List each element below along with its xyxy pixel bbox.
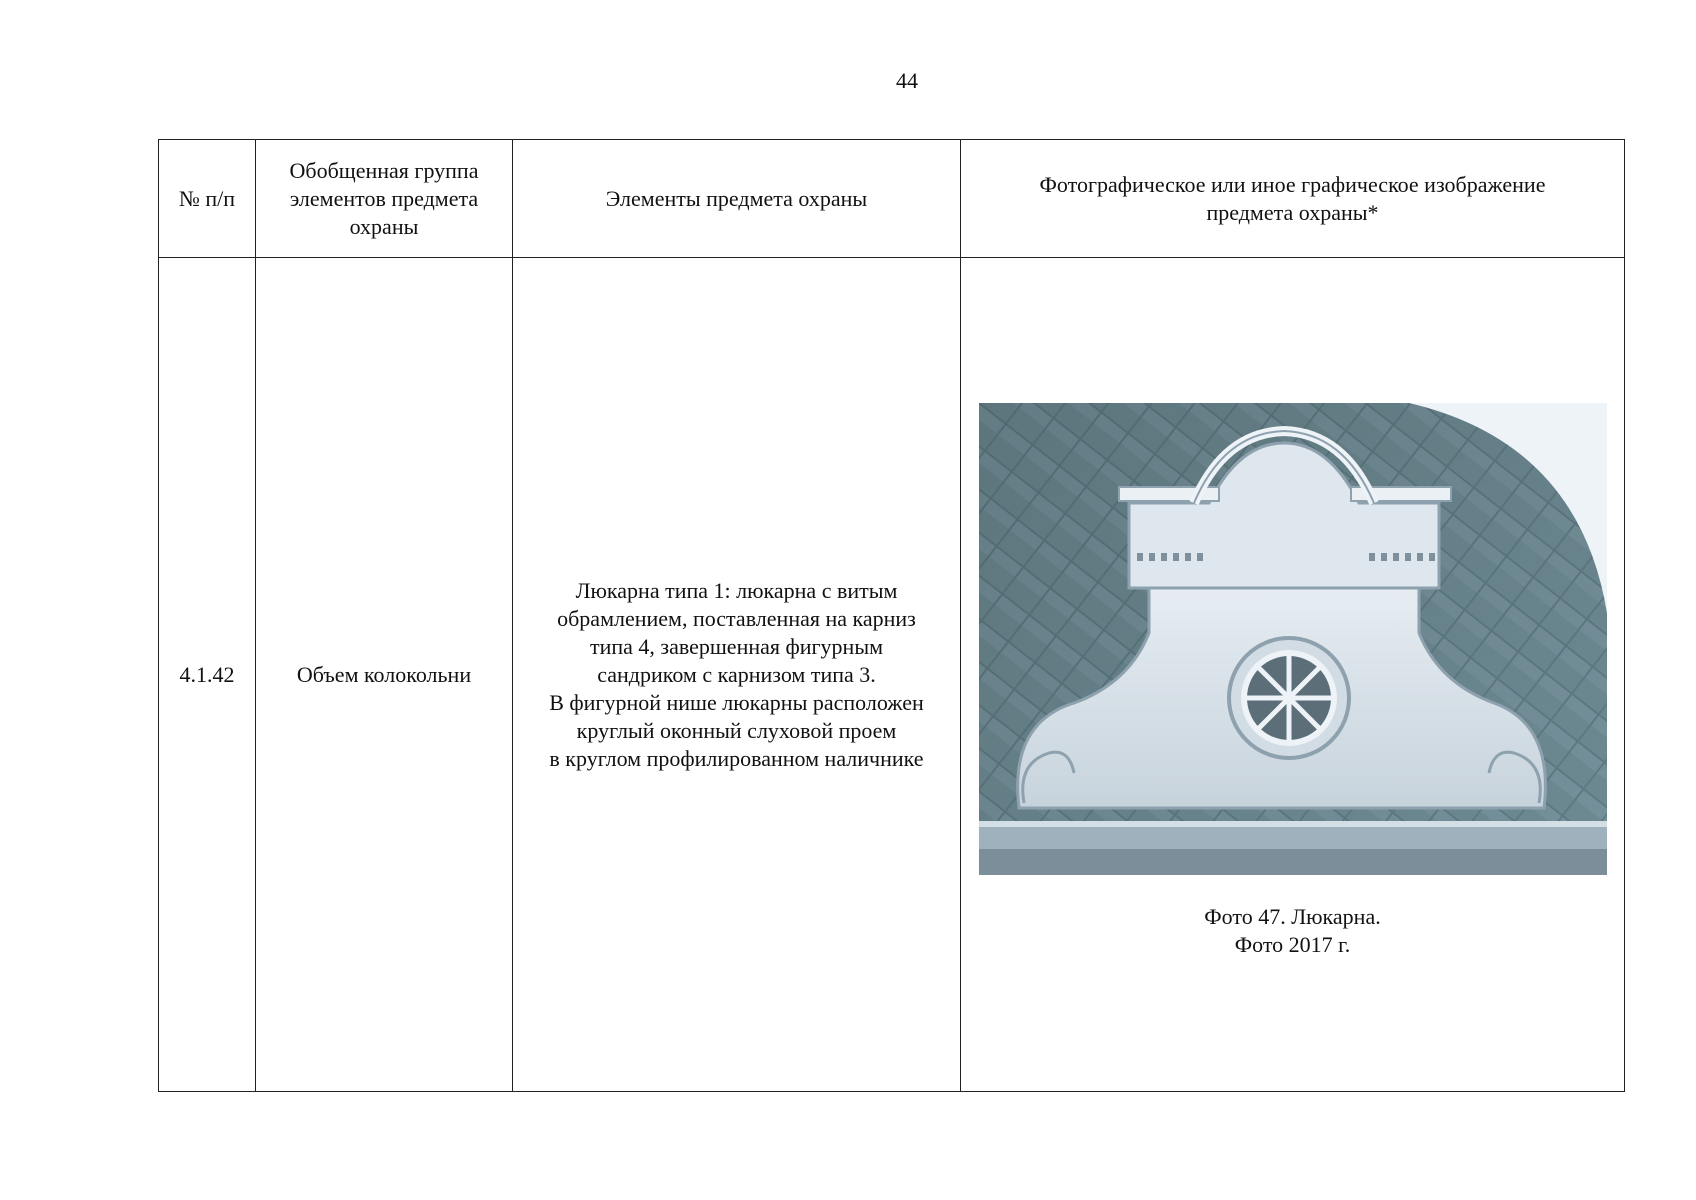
page-number: 44: [896, 68, 918, 93]
row-number: 4.1.42: [159, 258, 256, 1092]
header-group: Обобщенная группа элементов предмета охраны: [256, 140, 513, 258]
row-elements: [513, 258, 961, 1092]
dormer-photo: [979, 403, 1607, 875]
row-image: [961, 258, 1625, 1092]
table-row: [159, 258, 1625, 1092]
header-elements: Элементы предмета охраны: [513, 140, 961, 258]
elements-description: Люкарна типа 1: люкарна с витым обрамлением, поставленная на карниз типа 4, завершенная фигурным сандриком с карнизом типа 3. В фигурной нише люкарны расположен круглый оконный слуховой проем в круглом профилированном наличнике: [549, 577, 924, 771]
photo-caption: Фото 47. Люкарна. Фото 2017 г.: [1204, 903, 1381, 957]
row-group: Объем колокольни: [256, 258, 513, 1092]
header-number: № п/п: [159, 140, 256, 258]
protection-table: [158, 139, 1625, 1092]
table-header-row: [159, 140, 1625, 258]
header-image: Фотографическое или иное графическое изображение предмета охраны*: [961, 140, 1625, 258]
